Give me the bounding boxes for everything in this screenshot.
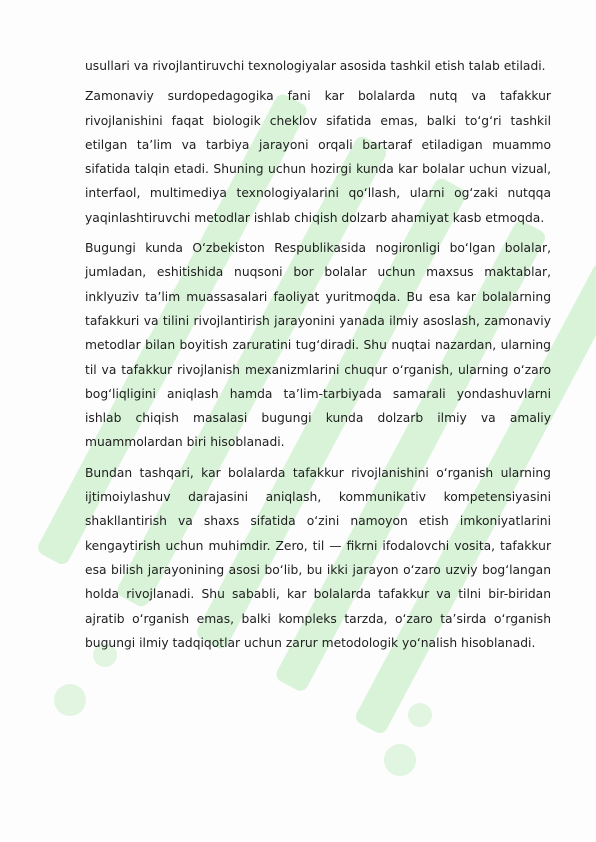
body-text — [85, 54, 551, 661]
paragraph-3: Bugungi kunda O‘zbekiston Respublikasida nogironligi bo‘lgan bolalar, jumladan, eshitishida nuqsoni bor bolalar uchun maxsus maktablar, inklyuziv ta’lim muassasalari faoliyat yuritmoqda. Bu esa kar bolalarning tafakkuri va tilini rivojlantirish jarayonini yanada ilmiy asoslash, zamonaviy metodlar bilan boyitish zaruratini tug‘diradi. Shu nuqtai nazardan, ularning til va tafakkur rivojlanish mexanizmlarini chuqur o‘rganish, ularning o‘zaro bog‘liqligini aniqlash hamda ta’lim-tarbiyada samarali yondashuvlarni ishlab chiqish masalasi bugungi kunda dolzarb ilmiy va amaliy muammolardan biri hisoblanadi. — [85, 241, 551, 450]
paragraph-1: usullari va rivojlantiruvchi texnologiyalar asosida tashkil etish talab etiladi. — [85, 59, 546, 73]
paragraph-4: Bundan tashqari, kar bolalarda tafakkur rivojlanishini o‘rganish ularning ijtimoiylashuv darajasini aniqlash, kommunikativ kompetensiyasini shakllantirish va shaxs sifatida o‘zini namoyon etish imkoniyatlarini kengaytirish uchun muhimdir. Zero, til — fikrni ifodalovchi vosita, tafakkur esa bilish jarayonining asosi bo‘lib, bu ikki jarayon o‘zaro uzviy bog‘langan holda rivojlanadi. Shu sababli, kar bolalarda tafakkur va tilni bir-biridan ajratib o‘rganish emas, balki kompleks tarzda, o‘zaro ta’sirda o‘rganish bugungi ilmiy tadqiqotlar uchun zarur metodologik yo‘nalish hisoblanadi. — [85, 465, 551, 650]
paragraph-2: Zamonaviy surdopedagogika fani kar bolalarda nutq va tafakkur rivojlanishini faqat biologik cheklov sifatida emas, balki to‘g‘ri tashkil etilgan ta’lim va tarbiya jarayoni orqali bartaraf etiladigan muammo sifatida talqin etadi. Shuning uchun hozirgi kunda kar bolalar uchun vizual, interfaol, multimediya texnologiyalarini qo‘llash, ularni og‘zaki nutqqa yaqinlashtiruvchi metodlar ishlab chiqish dolzarb ahamiyat kasb etmoqda. — [85, 89, 551, 225]
